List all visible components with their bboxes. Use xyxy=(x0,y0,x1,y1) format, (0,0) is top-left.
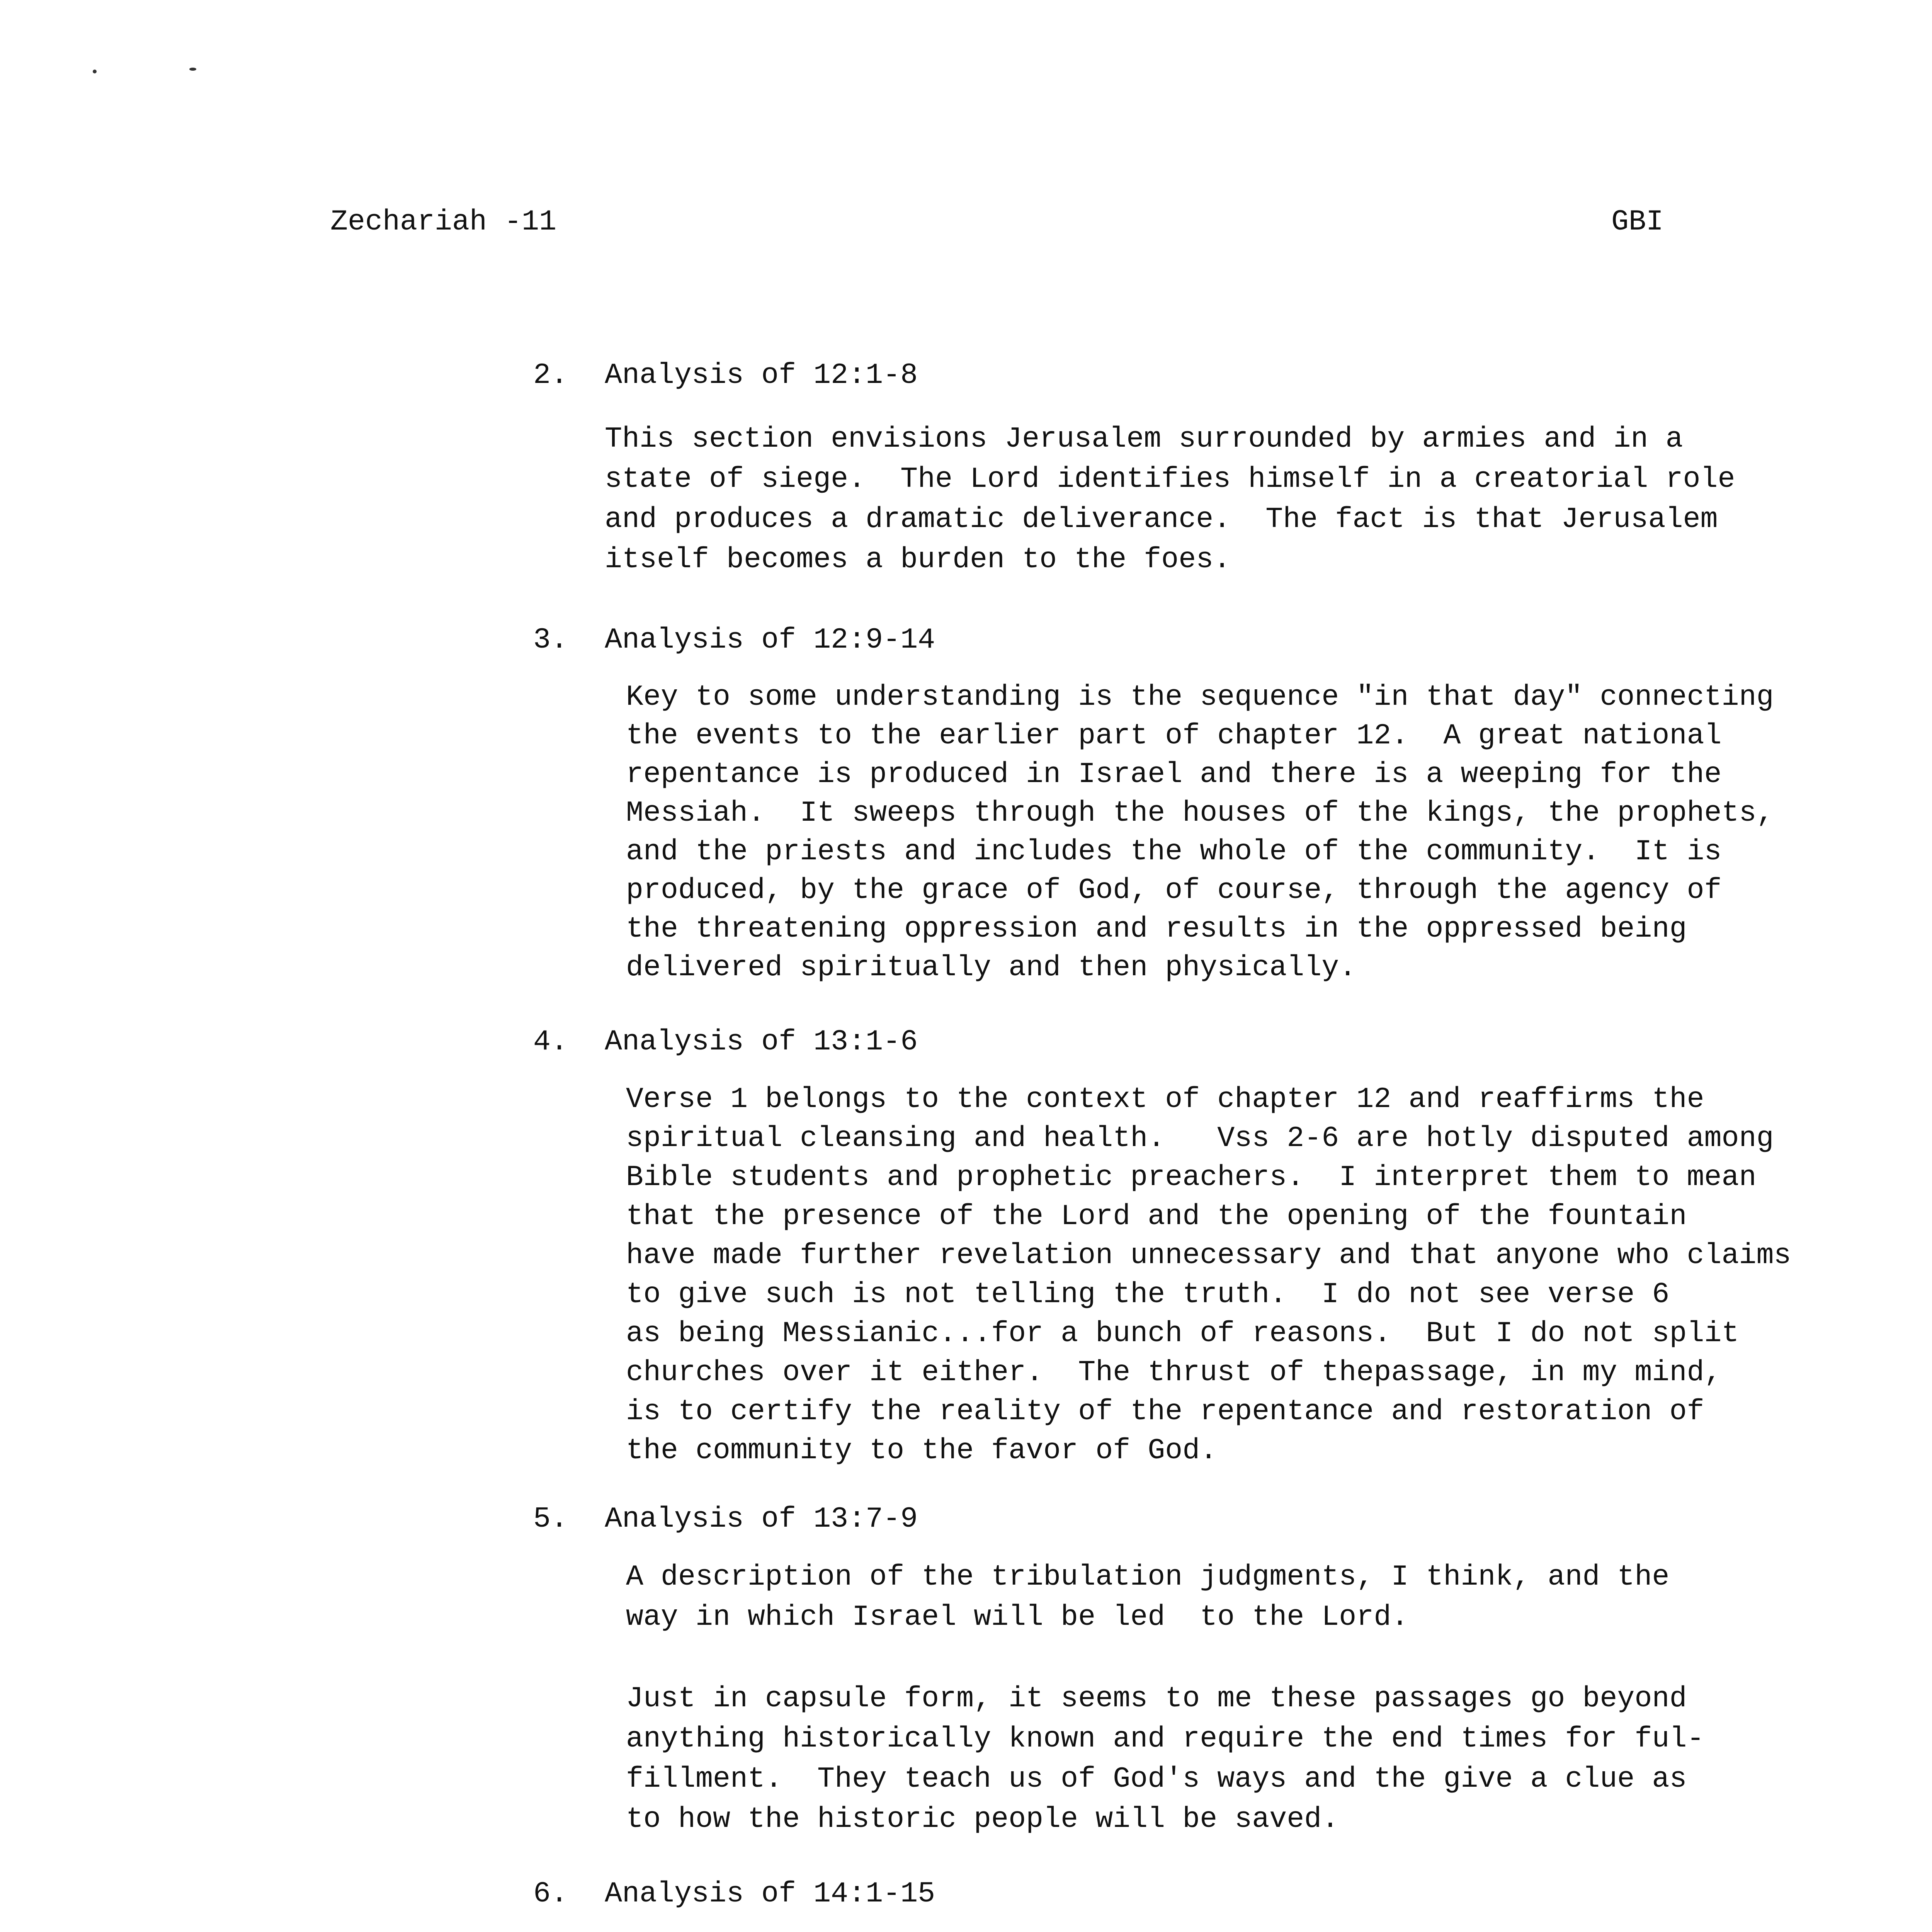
scan-speck xyxy=(93,70,97,73)
item-paragraph: Verse 1 belongs to the context of chapter 12 and reaffirms the spiritual cleansing and health. Vss 2-6 are hotly disputed among Bible students and prophetic preachers. I interpret them to mean that the presence of the Lord and the opening of the fountain have made further revelation unnecessary and that anyone who claims to give such is not telling the truth. I do not see verse 6 as being Messianic...for a bunch of reasons. But I do not split churches over it either. The thrust of thepassage, in my mind, is to certify the reality of the repentance and restoration of the community to the favor of God. xyxy=(626,1083,1791,1467)
scan-speck xyxy=(189,68,196,71)
item-heading: Analysis of 12:1-8 xyxy=(605,359,918,392)
item-number: 4. xyxy=(533,1026,568,1058)
item-heading: Analysis of 13:1-6 xyxy=(605,1026,918,1058)
page-header-org: GBI xyxy=(1611,206,1664,238)
page-header-title: Zechariah -11 xyxy=(330,206,557,238)
item-paragraph: Key to some understanding is the sequence "in that day" connecting the events to the earlier part of chapter 12. A great national repentance is produced in Israel and there is a weeping for the Messiah. It sweeps through the houses of the kings, the prophets, and the priests and includes the whole of the community. It is produced, by the grace of God, of course, through the agency of the threatening oppression and results in the oppressed being delivered spiritually and then physically. xyxy=(626,681,1774,984)
item-paragraph: Just in capsule form, it seems to me these passages go beyond anything historically known and require the end times for ful- fillment. They teach us of God's ways and the give a clue as to how the historic people will be saved. xyxy=(626,1682,1704,1836)
item-heading: Analysis of 12:9-14 xyxy=(605,624,935,656)
item-heading: Analysis of 14:1-15 xyxy=(605,1878,935,1910)
item-paragraph: A description of the tribulation judgments, I think, and the way in which Israel will be led to the Lord. xyxy=(626,1561,1670,1634)
item-number: 6. xyxy=(533,1878,568,1910)
item-number: 5. xyxy=(533,1503,568,1536)
item-heading: Analysis of 13:7-9 xyxy=(605,1503,918,1536)
item-number: 2. xyxy=(533,359,568,392)
item-number: 3. xyxy=(533,624,568,656)
item-paragraph: This section envisions Jerusalem surrounded by armies and in a state of siege. The Lord identifies himself in a creatorial role and produces a dramatic deliverance. The fact is that Jerusalem itself becomes a burden to the foes. xyxy=(605,423,1735,576)
